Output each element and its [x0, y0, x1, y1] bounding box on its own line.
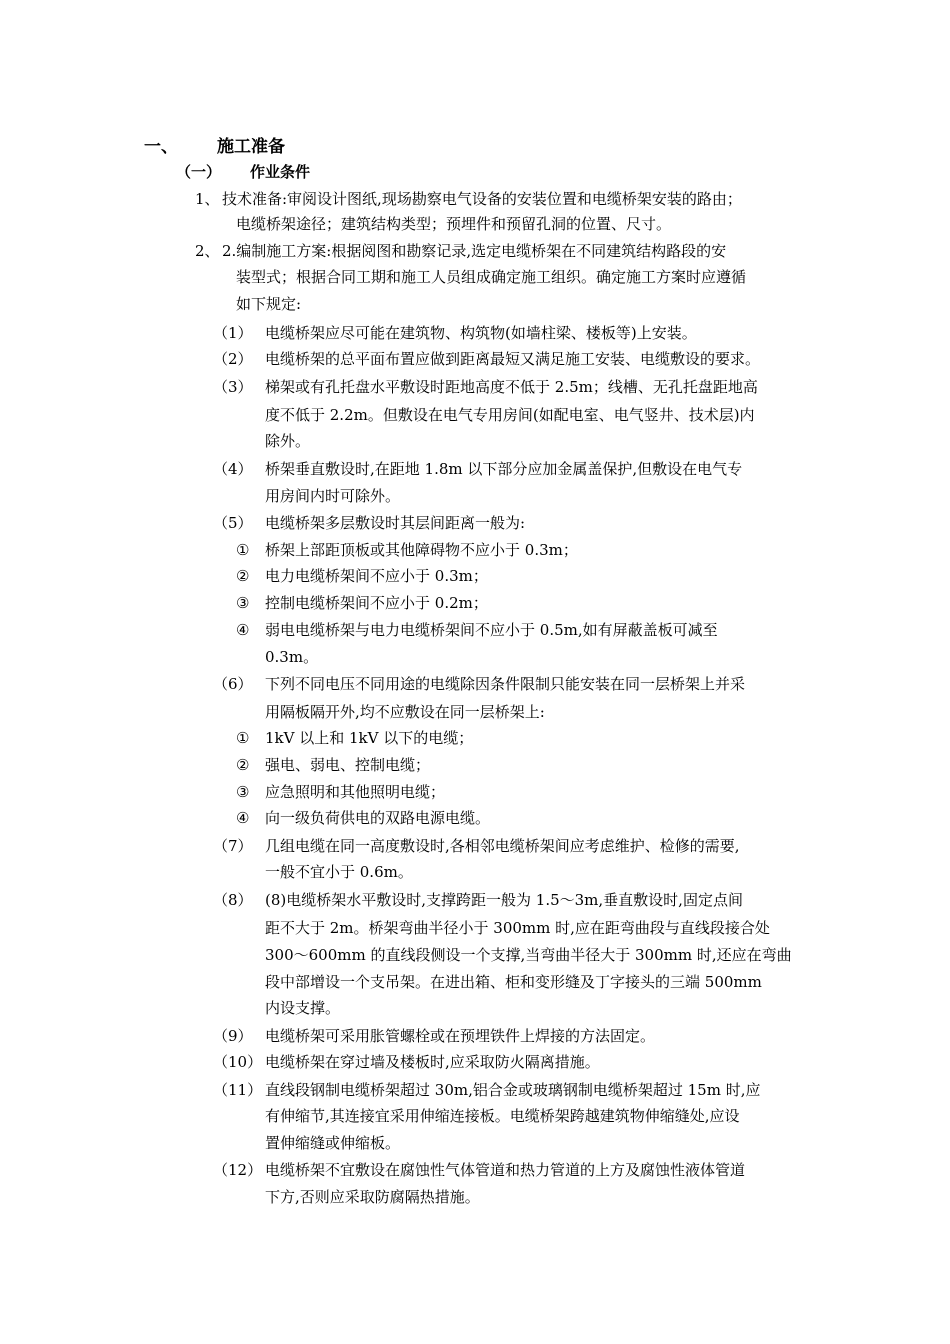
rule-text-line: 用房间内时可除外。	[265, 487, 401, 505]
rule-text-line: 置伸缩缝或伸缩板。	[265, 1134, 401, 1152]
rule-number: （3）	[213, 378, 253, 396]
item-text-line: 如下规定:	[236, 295, 302, 313]
rule-text-line: 下列不同电压不同用途的电缆除因条件限制只能安装在同一层桥架上并采	[265, 675, 746, 693]
rule-text-line: 强电、弱电、控制电缆；	[265, 756, 431, 774]
rule-text-line: 向一级负荷供电的双路电源电缆。	[265, 809, 491, 827]
rule-text-line: 距不大于 2m。桥架弯曲半径小于 300mm 时,应在距弯曲段与直线段接合处	[265, 919, 770, 937]
rule-text-line: 用隔板隔开外,均不应敷设在同一层桥架上:	[265, 703, 545, 721]
rule-text-line: 电力电缆桥架间不应小于 0.3m；	[265, 567, 488, 585]
rule-text-line: 直线段钢制电缆桥架超过 30m,铝合金或玻璃钢制电缆桥架超过 15m 时,应	[265, 1081, 761, 1099]
rule-number: （8）	[213, 891, 253, 909]
circled-number: ②	[236, 756, 250, 774]
rule-number: （12）	[213, 1161, 263, 1179]
subsection-number: （一）	[176, 163, 222, 181]
section-number: 一、	[144, 137, 178, 157]
rule-text-line: 电缆桥架不宜敷设在腐蚀性气体管道和热力管道的上方及腐蚀性液体管道	[265, 1161, 746, 1179]
rule-text-line: 电缆桥架多层敷设时其层间距离一般为:	[265, 514, 526, 532]
circled-number: ①	[236, 541, 250, 559]
rule-text-line: 度不低于 2.2m。但敷设在电气专用房间(如配电室、电气竖井、技术层)内	[265, 406, 755, 424]
rule-text-line: 梯架或有孔托盘水平敷设时距地高度不低于 2.5m；线槽、无孔托盘距地高	[265, 378, 758, 396]
rule-number: （6）	[213, 675, 253, 693]
rule-text-line: 桥架垂直敷设时,在距地 1.8m 以下部分应加金属盖保护,但敷设在电气专	[265, 460, 743, 478]
rule-number: （11）	[213, 1081, 263, 1099]
subsection-title: 作业条件	[250, 163, 311, 181]
rule-number: （10）	[213, 1053, 263, 1071]
circled-number: ④	[236, 809, 250, 827]
circled-number: ②	[236, 567, 250, 585]
rule-text-line: 0.3m。	[265, 648, 319, 666]
rule-text-line: 控制电缆桥架间不应小于 0.2m；	[265, 594, 488, 612]
item-text-line: 技术准备:审阅设计图纸,现场勘察电气设备的安装位置和电缆桥架安装的路由；	[222, 190, 742, 208]
circled-number: ①	[236, 729, 250, 747]
rule-text-line: 段中部增设一个支吊架。在进出箱、柜和变形缝及丁字接头的三端 500mm	[265, 973, 762, 991]
section-title: 施工准备	[217, 137, 285, 157]
rule-number: （5）	[213, 514, 253, 532]
rule-text-line: 有伸缩节,其连接宜采用伸缩连接板。电缆桥架跨越建筑物伸缩缝处,应设	[265, 1107, 740, 1125]
rule-text-line: 应急照明和其他照明电缆；	[265, 783, 446, 801]
rule-text-line: 弱电电缆桥架与电力电缆桥架间不应小于 0.5m,如有屏蔽盖板可减至	[265, 621, 718, 639]
rule-text-line: 一般不宜小于 0.6m。	[265, 863, 413, 881]
rule-text-line: 电缆桥架在穿过墙及楼板时,应采取防火隔离措施。	[265, 1053, 600, 1071]
item-number: 1、	[195, 190, 220, 208]
circled-number: ③	[236, 783, 250, 801]
item-text-line: 电缆桥架途径；建筑结构类型；预埋件和预留孔洞的位置、尺寸。	[236, 215, 672, 233]
item-text-line: 2.编制施工方案:根据阅图和勘察记录,选定电缆桥架在不同建筑结构路段的安	[222, 242, 727, 260]
rule-text-line: 300～600mm 的直线段侧设一个支撑,当弯曲半径大于 300mm 时,还应在弯曲	[265, 946, 792, 964]
rule-text-line: 电缆桥架的总平面布置应做到距离最短又满足施工安装、电缆敷设的要求。	[265, 350, 761, 368]
rule-text-line: (8)电缆桥架水平敷设时,支撑跨距一般为 1.5～3m,垂直敷设时,固定点间	[265, 891, 743, 909]
circled-number: ④	[236, 621, 250, 639]
rule-text-line: 几组电缆在同一高度敷设时,各相邻电缆桥架间应考虑维护、检修的需要,	[265, 837, 740, 855]
circled-number: ③	[236, 594, 250, 612]
rule-text-line: 除外。	[265, 432, 311, 450]
rule-text-line: 内设支撑。	[265, 999, 341, 1017]
rule-number: （4）	[213, 460, 253, 478]
rule-text-line: 桥架上部距顶板或其他障碍物不应小于 0.3m；	[265, 541, 578, 559]
rule-number: （7）	[213, 837, 253, 855]
rule-number: （2）	[213, 350, 253, 368]
rule-text-line: 1kV 以上和 1kV 以下的电缆；	[265, 729, 474, 747]
rule-number: （1）	[213, 324, 253, 342]
item-text-line: 装型式；根据合同工期和施工人员组成确定施工组织。确定施工方案时应遵循	[236, 268, 747, 286]
item-number: 2、	[195, 242, 220, 260]
rule-number: （9）	[213, 1027, 253, 1045]
rule-text-line: 电缆桥架可采用胀管螺栓或在预埋铁件上焊接的方法固定。	[265, 1027, 656, 1045]
rule-text-line: 下方,否则应采取防腐隔热措施。	[265, 1188, 480, 1206]
rule-text-line: 电缆桥架应尽可能在建筑物、构筑物(如墙柱梁、楼板等)上安装。	[265, 324, 697, 342]
